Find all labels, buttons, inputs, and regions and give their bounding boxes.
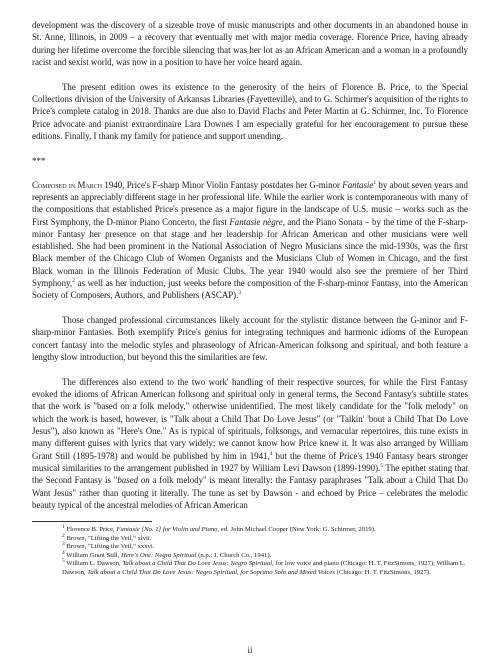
footnote-text: Brown, "Lifting the Veil," xlvii. (64, 534, 152, 542)
footnote-text: , for low voice and piano (Chicago: H. T. FitzSimons, 1927); William L. Dawson, (62, 560, 466, 577)
italic-emphasis: based on (117, 475, 150, 486)
footnote-italic: Talk about a Child That Do Love Jesus: Negro Spiritual, for Soprano Solo and Mixed Voices (87, 569, 335, 577)
footnote-1 (62, 523, 468, 535)
footnote-ref[interactable]: 5 (380, 462, 384, 469)
text-run: , and the Piano Sonata – by the time of the F-sharp-minor Fantasy her presence on that stage and her leadership for African American and other musicians were well established. She had been prominent in the National Association of Negro Musicians since the mid-1930s, was the first Black member of the Chicago Club of Women Organists and the Musicians Club of Women in Chicago, and the first Black woman in the Illinois Federation of Music Clubs. The year 1940 would also see the premiere of her Third Symphony, (32, 216, 468, 289)
paragraph-stylistic-distance: Those changed professional circumstances likely account for the stylistic distance between the G-minor and F-sharp-minor Fantasies. Both exemplify Price's genius for integrating techniques and harmonic idioms of the European concert fantasy into the melodic styles and phraseology of African-American folksong and spiritual, and both feature a lengthy slow introduction, but beyond this the similarities are few. (32, 315, 468, 363)
footnote-text: (Chicago: H. T. FitzSimons, 1927). (334, 569, 431, 577)
footnote-ref[interactable]: 2 (72, 278, 75, 285)
section-separator: *** (32, 155, 46, 166)
footnote-italic: Talk about a Child That Do Love Jesus: Negro Spiritual (122, 560, 273, 568)
text-run: by about seven years and represents an appreciably different stage in her professional life. While the earlier work is contemporaneous with many of the compositions that established Price's presence as a major figure in the landscape of U.S. music – works such as the First Symphony, the D-minor Piano Concerto, the first (32, 179, 468, 227)
paragraph-acknowledgements: The present edition owes its existence to the generosity of the heirs of Florence B. Price, to the Special Collections division of the University of Arkansas Libraries (Fayetteville), and to G. Schirmer's acquisition of the rights to Price's complete catalog in 2018. Thanks are due also to David Flachs and Peter Martin at G. Schirmer, Inc. To Florence Price advocate and pianist extraordinaire Lara Downes I am especially grateful for her encouragement to pursue these editions. Finally, I thank my family for patience and support unending. (32, 81, 468, 141)
footnote-5 (62, 560, 468, 577)
footnote-ref[interactable]: 3 (238, 290, 242, 297)
footnote-2 (62, 532, 468, 544)
footnote-text: , ed. John Michael Cooper (New York: G. Schirmer, 2019). (217, 526, 376, 534)
footnote-ref[interactable]: 4 (269, 450, 273, 457)
text-run: as well as her induction, just weeks before the composition of the F-sharp-minor Fantasy, into the American Society of Composers, Authors, and Publishers (ASCAP). (32, 278, 468, 301)
footnote-italic: Here's One: Negro Spiritual (121, 551, 197, 559)
footnote-italic: Fantasie [No. 1] for Violin and Piano (116, 526, 218, 534)
text-run: a folk melody" is meant literally: the Fantasy paraphrases "Talk about a Child That Do Want Jesus" rather than quoting it literally. The tune as set by Dawson - and echoed by Price – celebrates the melodic beauty typical of the ancestral melodies of African American (32, 475, 468, 510)
footnote-3 (62, 543, 468, 552)
text-run: but the theme of Price's 1940 Fantasy bears stronger musical similarities to the arrangement published in 1927 by William Levi Dawson (1899-1990). (32, 450, 468, 473)
footnotes (32, 523, 468, 578)
paragraph-differences (32, 376, 468, 511)
footnote-number: 2 (62, 532, 65, 539)
page-number: ii (247, 645, 253, 655)
footnote-number: 4 (62, 549, 65, 556)
footnote-divider (32, 521, 152, 522)
footnote-text: Brown, "Lifting the Veil," xxxvi. (64, 543, 155, 551)
footnote-text: William L. Dawson, (64, 560, 123, 568)
footnote-text: (n.p.: J. Church Co., 1941). (196, 551, 272, 559)
paragraph-intro-continued: development was the discovery of a sizeable trove of music manuscripts and other documents in an abandoned house in St. Anne, Illinois, in 2009 – a recovery that eventually met with major media coverage. Florence Price, having already during her lifetime overcome the forcible silencing that was her lot as an African American and a woman in a profoundly racist and sexist world, was now in a position to have her voice heard again. (32, 20, 468, 67)
text-run: The differences also extend to the two work' handling of their respective sources, for while the First Fantasy evoked the idioms of African American folksong and spiritual only in general terms, the Second Fantasy's subtitle states that the work is "based on a folk melody," otherwise unidentified. The most likely candidate for the "folk melody" on which the work is based, however, is "Talk about a Child That Do Love Jesus" (or "Talkin' 'bout a Child That Do Love Jesus"), also known as "Here's One." As is typical of spirituals, folksongs, and vernacular repertoires, this tune exists in many different guises with lyrics that vary widely; we cannot know how Price knew it. It was also arranged by William Grant Still (1895-1978) and would be published by him in 1941, (32, 376, 468, 461)
italic-title: Fantasie nègre (229, 216, 283, 227)
text-run: 1940, Price's F-sharp Minor Violin Fantasy postdates her G-minor (102, 179, 343, 190)
italic-title: Fantasie (342, 179, 374, 190)
footnote-ref[interactable]: 1 (373, 179, 377, 186)
footnote-text: William Grant Still, (64, 551, 122, 559)
footnote-number: 1 (62, 523, 65, 530)
paragraph-composition (32, 179, 468, 302)
footnote-text: Florence B. Price, (64, 526, 117, 534)
footnote-number: 5 (62, 558, 65, 565)
text-run: The epithet stating that the Second Fantasy is " (32, 462, 468, 486)
footnote-number: 3 (62, 541, 65, 548)
lead-in-text: Composed in March (32, 179, 103, 190)
